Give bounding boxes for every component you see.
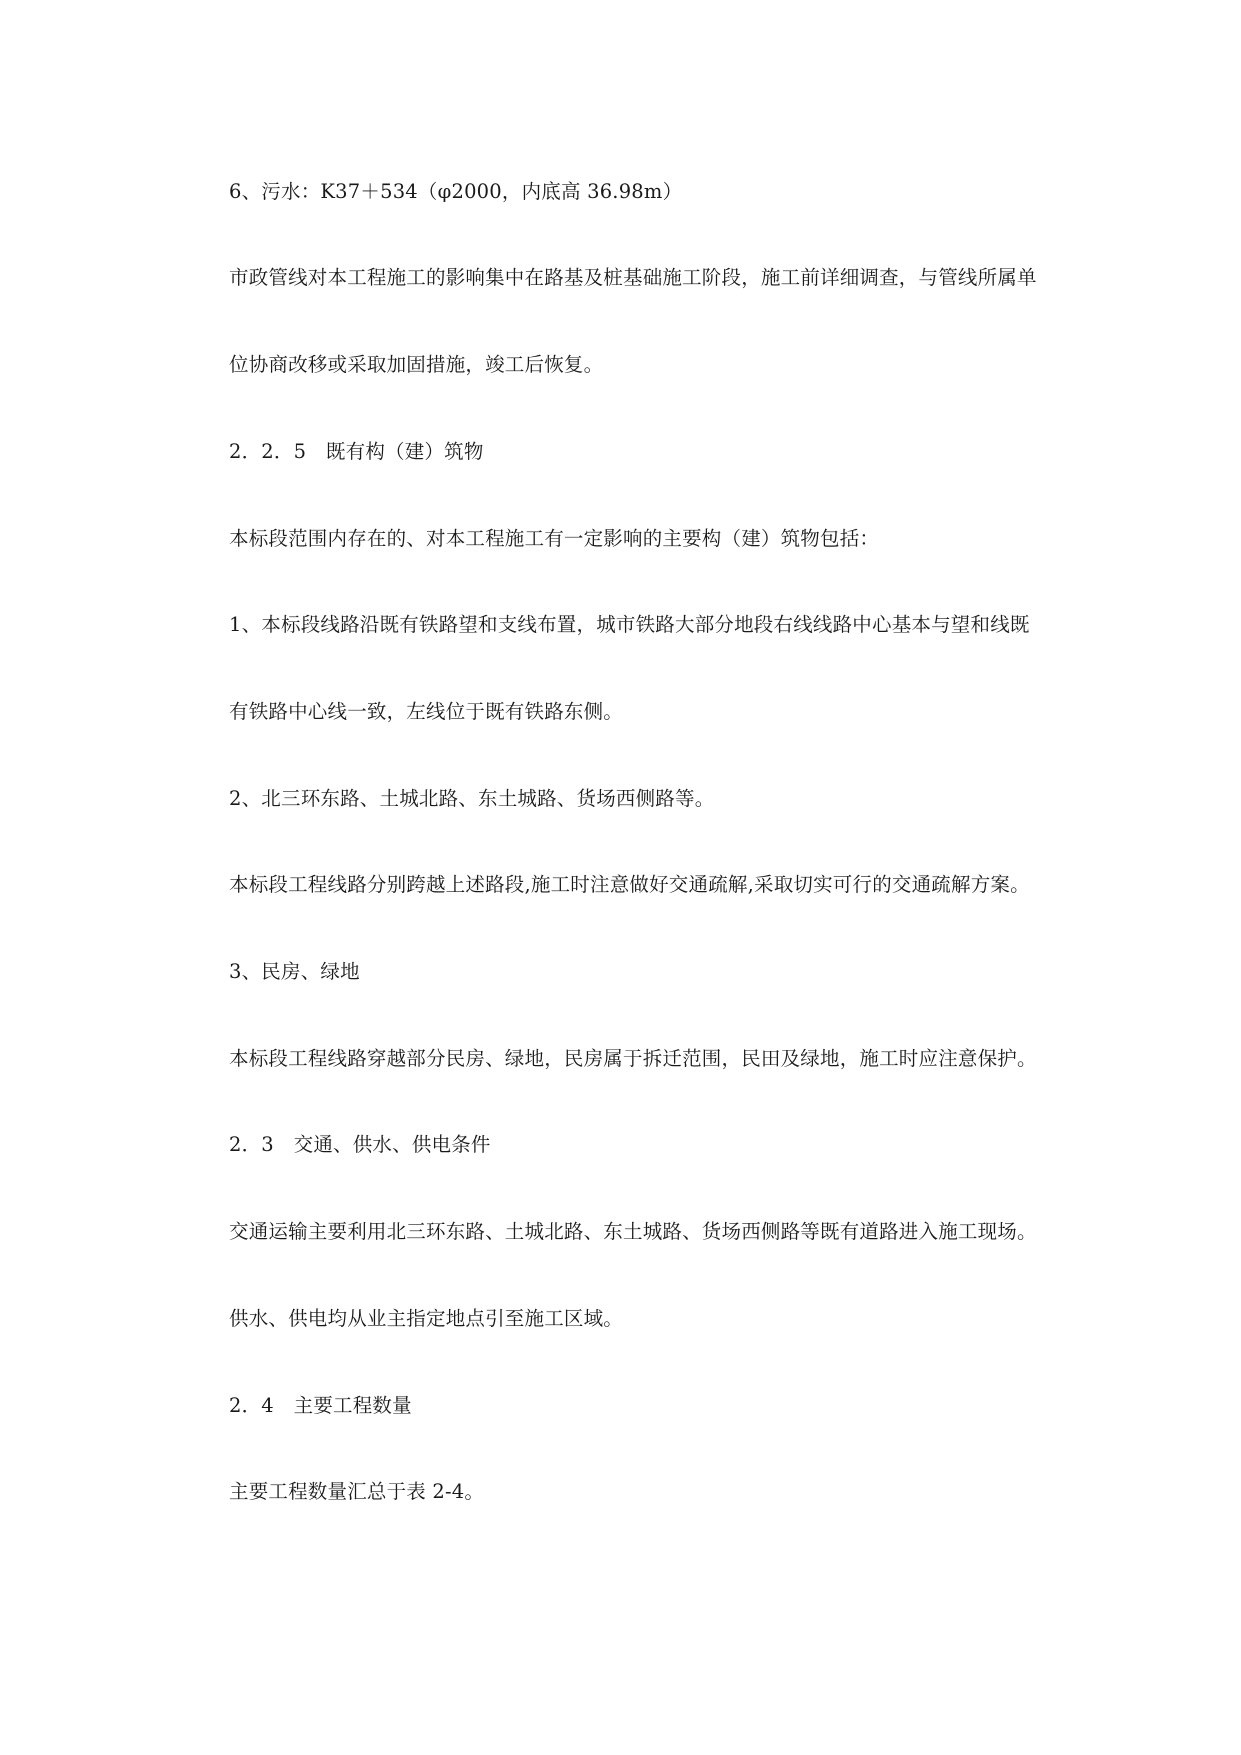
list-item-1-line-2: 有铁路中心线一致，左线位于既有铁路东侧。: [229, 700, 624, 723]
paragraph-water-power: 供水、供电均从业主指定地点引至施工区域。: [229, 1307, 624, 1330]
section-heading-2-3: 2．3 交通、供水、供电条件: [229, 1133, 491, 1156]
paragraph-quantities-summary: 主要工程数量汇总于表 2-4。: [229, 1480, 485, 1503]
paragraph-transport: 交通运输主要利用北三环东路、土城北路、东土城路、货场西侧路等既有道路进入施工现场。: [229, 1220, 1037, 1243]
section-heading-2-4: 2．4 主要工程数量: [229, 1394, 412, 1417]
paragraph-municipal-pipes-1: 市政管线对本工程施工的影响集中在路基及桩基础施工阶段，施工前详细调查，与管线所属单: [229, 266, 1037, 289]
section-heading-2-2-5: 2．2．5 既有构（建）筑物: [229, 440, 484, 463]
list-item-3: 3、民房、绿地: [229, 960, 360, 983]
paragraph-structures-intro: 本标段范围内存在的、对本工程施工有一定影响的主要构（建）筑物包括：: [229, 527, 880, 550]
paragraph-houses-greenland: 本标段工程线路穿越部分民房、绿地，民房属于拆迁范围，民田及绿地，施工时应注意保护。: [229, 1047, 1037, 1070]
paragraph-municipal-pipes-2: 位协商改移或采取加固措施，竣工后恢复。: [229, 353, 604, 376]
sewage-pipe-line: 6、污水：K37＋534（φ2000，内底高 36.98m）: [229, 180, 683, 203]
list-item-2: 2、北三环东路、土城北路、东土城路、货场西侧路等。: [229, 787, 715, 810]
list-item-1-line-1: 1、本标段线路沿既有铁路望和支线布置，城市铁路大部分地段右线线路中心基本与望和线既: [229, 613, 1030, 636]
paragraph-traffic-diversion: 本标段工程线路分别跨越上述路段,施工时注意做好交通疏解,采取切实可行的交通疏解方案。: [229, 873, 1030, 896]
